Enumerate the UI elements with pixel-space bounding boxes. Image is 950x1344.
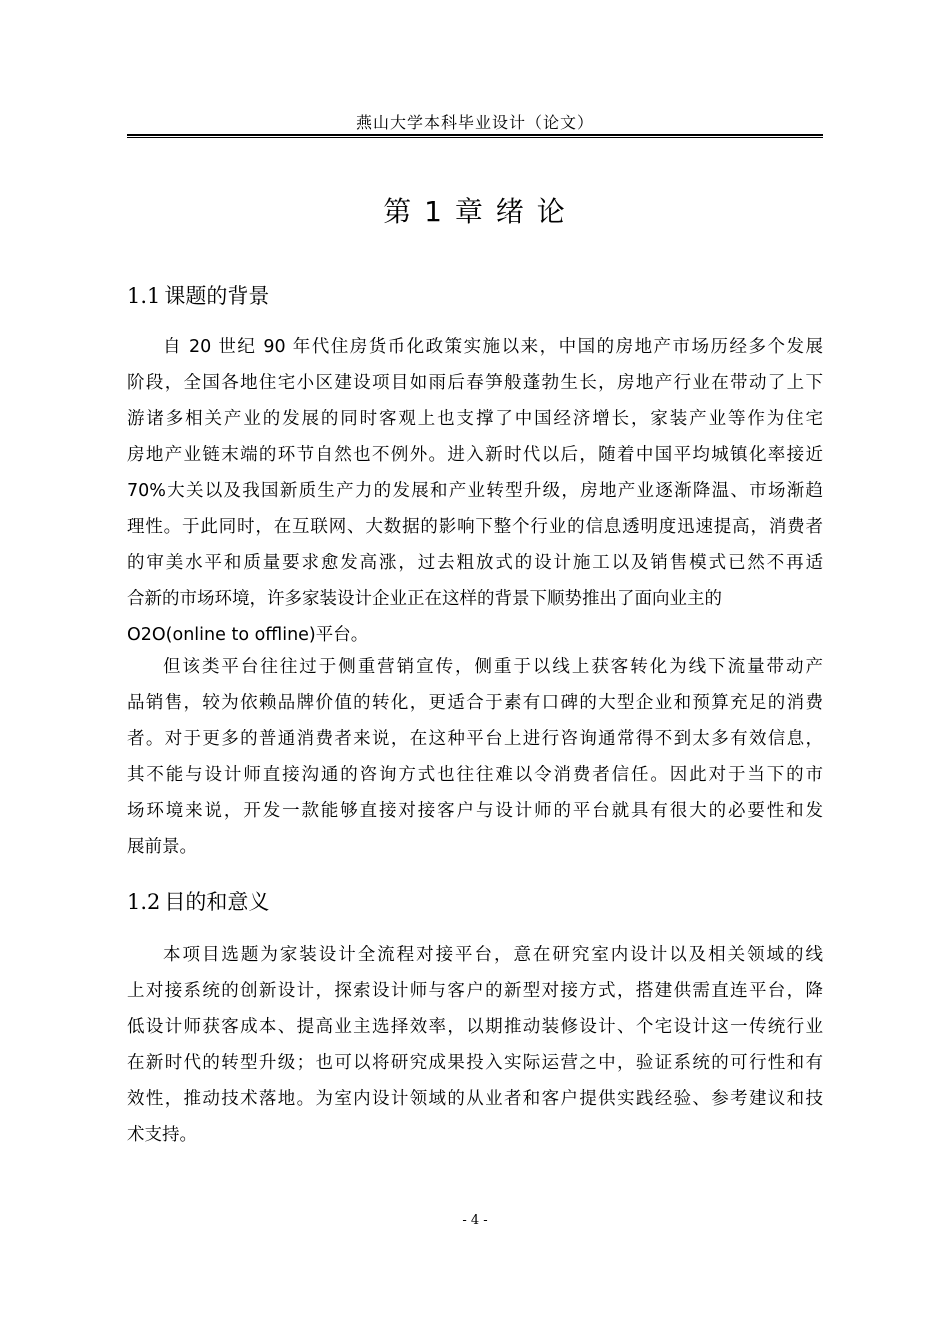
header-rule-thin	[127, 137, 823, 138]
paragraph-line: 上对接系统的创新设计，探索设计师与客户的新型对接方式，搭建供需直连平台，降	[127, 981, 823, 1001]
paragraph-line: 术支持。	[127, 1125, 197, 1145]
paragraph-line: 在新时代的转型升级；也可以将研究成果投入实际运营之中，验证系统的可行性和有	[127, 1053, 823, 1073]
header-rule-thick	[127, 134, 823, 136]
paragraph-line: 理性。于此同时，在互联网、大数据的影响下整个行业的信息透明度迅速提高，消费者	[127, 517, 823, 537]
paragraph-line: 低设计师获客成本、提高业主选择效率，以期推动装修设计、个宅设计这一传统行业	[127, 1017, 823, 1037]
paragraph-line: 品销售，较为依赖品牌价值的转化，更适合于素有口碑的大型企业和预算充足的消费	[127, 693, 823, 713]
paragraph-line: 本项目选题为家装设计全流程对接平台，意在研究室内设计以及相关领域的线	[163, 945, 823, 965]
section-title: 课题的背景	[164, 284, 270, 308]
paragraph-line: 效性，推动技术落地。为室内设计领域的从业者和客户提供实践经验、参考建议和技	[127, 1089, 823, 1109]
paragraph-line: 场环境来说，开发一款能够直接对接客户与设计师的平台就具有很大的必要性和发	[127, 801, 823, 821]
paragraph-line: 合新的市场环境，许多家装设计企业正在这样的背景下顺势推出了面向业主的	[127, 589, 722, 609]
paragraph-line: 自 20 世纪 90 年代住房货币化政策实施以来，中国的房地产市场历经多个发展	[163, 337, 823, 357]
page-number: - 4 -	[462, 1213, 488, 1228]
section-title: 目的和意义	[164, 890, 270, 914]
paragraph-line: O2O(online to offline)平台。	[127, 625, 369, 645]
paragraph-line: 其不能与设计师直接沟通的咨询方式也往往难以令消费者信任。因此对于当下的市	[127, 765, 823, 785]
page-header-title: 燕山大学本科毕业设计（论文）	[355, 113, 594, 132]
section-number: 1.2	[127, 890, 161, 914]
paragraph-line: 但该类平台往往过于侧重营销宣传，侧重于以线上获客转化为线下流量带动产	[163, 657, 823, 677]
section-number: 1.1	[127, 284, 161, 308]
chapter-title: 第 1 章 绪 论	[383, 195, 567, 228]
paragraph-line: 者。对于更多的普通消费者来说，在这种平台上进行咨询通常得不到太多有效信息，	[127, 729, 823, 749]
paragraph-line: 展前景。	[127, 837, 197, 857]
paragraph-line: 游诸多相关产业的发展的同时客观上也支撑了中国经济增长，家装产业等作为住宅	[127, 409, 823, 429]
section-heading	[127, 886, 269, 916]
paragraph-line: 的审美水平和质量要求愈发高涨，过去粗放式的设计施工以及销售模式已然不再适	[127, 553, 823, 573]
paragraph-line: 房地产业链末端的环节自然也不例外。进入新时代以后，随着中国平均城镇化率接近	[127, 445, 823, 465]
section-heading	[127, 280, 269, 310]
paragraph-line: 70%大关以及我国新质生产力的发展和产业转型升级，房地产业逐渐降温、市场渐趋	[127, 481, 823, 501]
paragraph-line: 阶段，全国各地住宅小区建设项目如雨后春笋般蓬勃生长，房地产行业在带动了上下	[127, 373, 823, 393]
